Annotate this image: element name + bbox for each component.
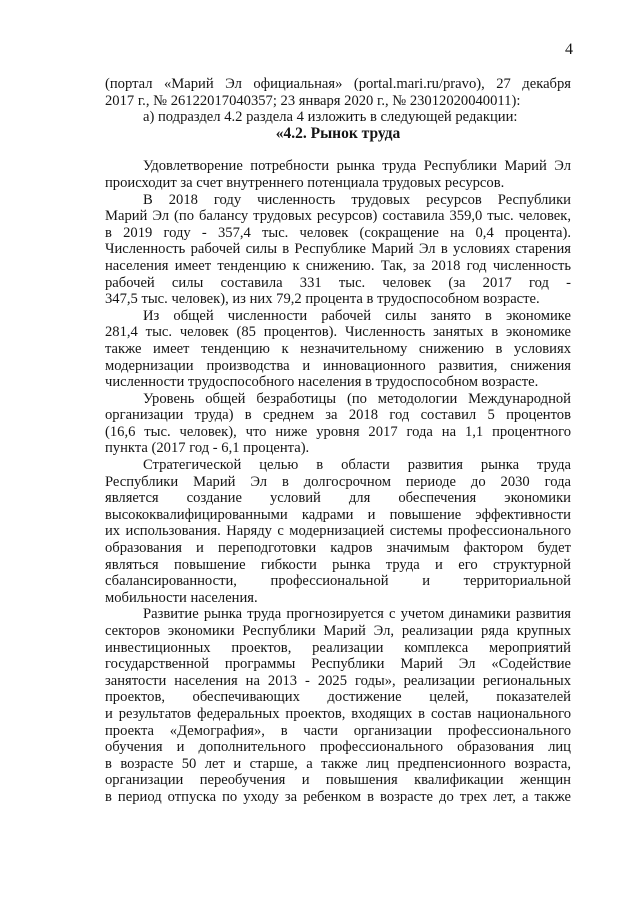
page-number: 4 xyxy=(565,41,573,58)
text-line: Стратегической целью в области развития рынка труда xyxy=(143,457,571,474)
text-line: в период отпуска по уходу за ребенком в возрасте до трех лет, а также xyxy=(105,788,571,805)
text-line: высококвалифицированными кадрами и повышение эффективности xyxy=(105,506,571,523)
text-line: организации переобучения и повышения квалификации женщин xyxy=(105,772,571,789)
text-line: населения имеет тенденцию к снижению. Так, за 2018 год численность xyxy=(105,257,571,274)
text-line: занятости населения на 2013 - 2025 годы», реализации региональных xyxy=(105,672,571,689)
text-line: 281,4 тыс. человек (85 процентов). Численность занятых в экономике xyxy=(105,324,571,341)
paragraph-gap xyxy=(105,142,571,158)
text-line: В 2018 году численность трудовых ресурсов Республики xyxy=(143,191,571,208)
text-line: Из общей численности рабочей силы занято в экономике xyxy=(143,307,571,324)
section-heading: «4.2. Рынок труда xyxy=(275,124,401,142)
text-line: пункта (2017 год - 6,1 процента). xyxy=(105,440,310,457)
text-line: инвестиционных проектов, реализации комплекса мероприятий xyxy=(105,639,571,656)
text-line: организации труда) в среднем за 2018 год составил 5 процентов xyxy=(105,407,571,424)
text-line: 2017 г., № 26122017040357; 23 января 2020 г., № 23012020040011): xyxy=(105,92,521,109)
text-line: Развитие рынка труда прогнозируется с учетом динамики развития xyxy=(143,606,571,623)
text-line: и результатов федеральных проектов, входящих в состав национального xyxy=(105,705,571,722)
text-line: в 2019 году - 357,4 тыс. человек (сокращение на 0,4 процента). xyxy=(105,224,571,241)
text-line: проекта «Демография», в части организации профессионального xyxy=(105,722,571,739)
text-line: Республики Марий Эл в долгосрочном периоде до 2030 года xyxy=(105,473,571,490)
text-line: Марий Эл (по балансу трудовых ресурсов) составила 359,0 тыс. человек, xyxy=(105,208,571,225)
text-line: а) подраздел 4.2 раздела 4 изложить в следующей редакции: xyxy=(143,109,518,126)
text-line: являться повышение гибкости рынка труда и его структурной xyxy=(105,556,571,573)
text-line: Численность рабочей силы в Республике Марий Эл в условиях старения xyxy=(105,241,571,258)
text-line: мобильности населения. xyxy=(105,589,258,606)
text-line: обучения и дополнительного профессионального образования лиц xyxy=(105,739,571,756)
document-body xyxy=(105,76,571,806)
text-line: (портал «Марий Эл официальная» (portal.mari.ru/pravo), 27 декабря xyxy=(105,76,571,92)
text-line: в возрасте 50 лет и старше, а также лиц предпенсионного возраста, xyxy=(105,755,571,772)
text-line: также имеет тенденцию к незначительному снижению в условиях xyxy=(105,340,571,357)
text-line: модернизации производства и инновационного развития, снижения xyxy=(105,357,571,374)
text-line: проектов, обеспечивающих достижение целей, показателей xyxy=(105,689,571,706)
text-line: рабочей силы составила 331 тыс. человек (за 2017 год - xyxy=(105,274,571,291)
text-line: сбалансированности, профессиональной и территориальной xyxy=(105,573,571,590)
text-line: является создание условий для обеспечения экономики xyxy=(105,490,571,507)
text-line: численности трудоспособного населения в трудоспособном возрасте. xyxy=(105,374,539,391)
text-line: Уровень общей безработицы (по методологии Международной xyxy=(143,390,571,407)
text-line: Удовлетворение потребности рынка труда Республики Марий Эл xyxy=(143,158,571,175)
text-line: происходит за счет внутреннего потенциала трудовых ресурсов. xyxy=(105,174,505,191)
text-line: секторов экономики Республики Марий Эл, реализации ряда крупных xyxy=(105,623,571,639)
text-line: их использования. Наряду с модернизацией системы профессионального xyxy=(105,523,571,540)
text-line: 347,5 тыс. человек), из них 79,2 процента в трудоспособном возрасте. xyxy=(105,291,540,308)
text-line: (16,6 тыс. человек), что ниже уровня 2017 года на 1,1 процентного xyxy=(105,423,571,440)
text-line: государственной программы Республики Марий Эл «Содействие xyxy=(105,656,571,673)
text-line: образования и переподготовки кадров значимым фактором будет xyxy=(105,540,571,557)
